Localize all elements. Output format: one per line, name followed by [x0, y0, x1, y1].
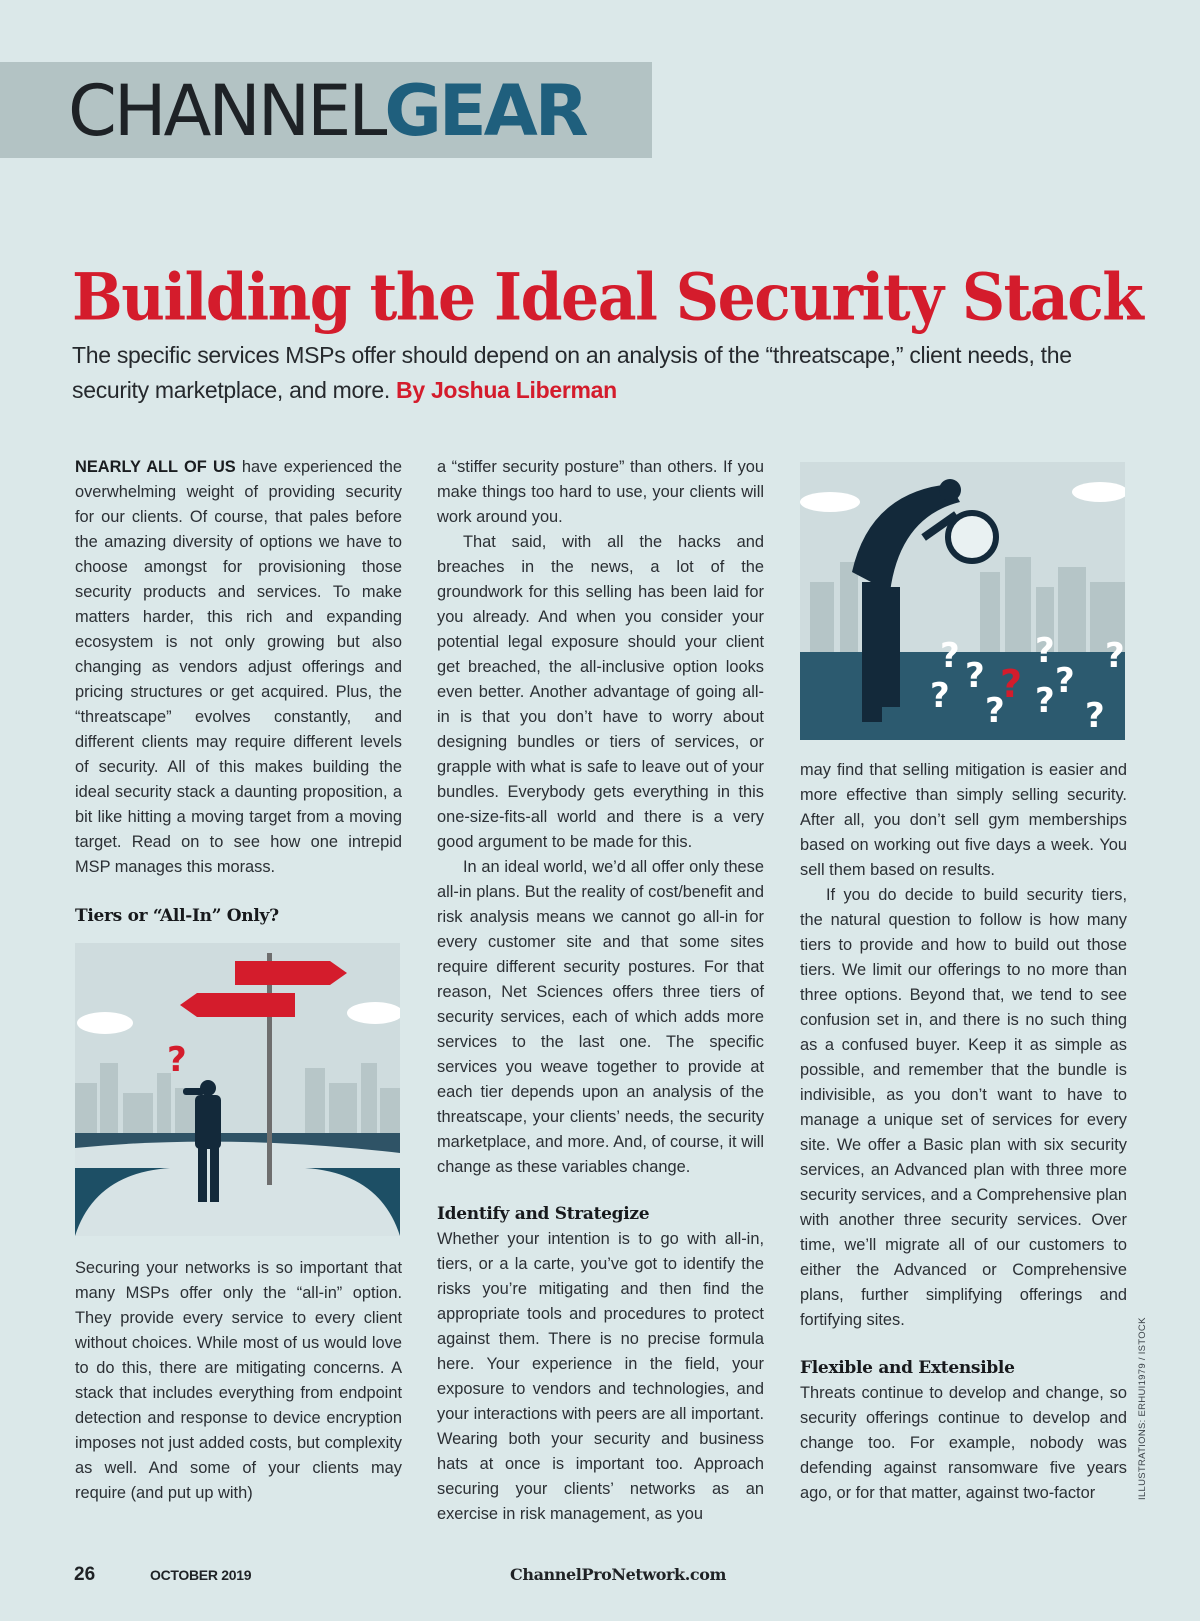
masthead-gear: GEAR [384, 70, 586, 152]
svg-text:?: ? [1055, 661, 1075, 701]
issue-date: OCTOBER 2019 [150, 1567, 252, 1583]
deck-text: The specific services MSPs offer should depend on an analysis of the “threatscape,” client needs, the security marketplace, and more. [72, 342, 1072, 403]
paragraph: That said, with all the hacks and breaches in the news, a lot of the groundwork for this selling has been laid for you already. And when you consider your potential legal exposure should your client get breached, the all-inclusive option looks even better. Another advantage of going all-in is that you don’t have to worry about designing bundles or tiers of services, or grapple with what is safe to leave out of your bundles. Everybody gets everything in this one-size-fits-all world and there is a very good argument to be made for this. [437, 533, 764, 851]
paragraph: may find that selling mitigation is easier and more effective than simply selling security. After all, you don’t sell gym memberships based on working out five days a week. You sell them based on results. [800, 761, 1127, 879]
paragraph: If you do decide to build security tiers, the natural question to follow is how many tiers to provide and how to build out those tiers. We limit our offerings to no more than three options. Beyond that, we tend to see confusion set in, and there is no such thing as a confused buyer. Keep it as simple as possible, and remember that the bundle is indivisible, as you don’t want to have to manage a unique set of services for every site. We offer a Basic plan with six security services, an Advanced plan with three more security services, and a Comprehensive plan with another three security services. Over time, we’ll migrate all of our customers to either the Advanced or Comprehensive plans, further simplifying offerings and fortifying sites. [800, 886, 1127, 1329]
masthead-channel: CHANNEL [68, 70, 385, 152]
svg-text:?: ? [1085, 696, 1105, 736]
subhead-flexible: Flexible and Extensible [800, 1358, 1015, 1378]
masthead-banner [0, 62, 652, 158]
paragraph: Threats continue to develop and change, so security offerings continue to develop and change too. For example, nobody was defending against ransomware five years ago, or for that matter, against two-factor [800, 1384, 1127, 1502]
article-deck [72, 338, 1132, 408]
crossroads-illustration [75, 943, 400, 1236]
subhead-tiers: Tiers or “All-In” Only? [75, 906, 279, 926]
paragraph: a “stiffer security posture” than others. If you make things too hard to use, your clients will work around you. [437, 458, 764, 526]
paragraph: Securing your networks is so important that many MSPs offer only the “all-in” option. They provide every service to every client without choices. While most of us would love to do this, there are mitigating concerns. A stack that includes everything from endpoint detection and response to device encryption imposes not just added costs, but complexity as well. And some of your clients may require (and put up with) [75, 1259, 402, 1502]
svg-text:?: ? [1035, 631, 1055, 671]
paragraph-text: have experienced the overwhelming weight of providing security for our clients. Of course, that pales before the amazing diversity of options we have to choose amongst for provisioning those security products and services. To make matters harder, this rich and expanding ecosystem is not only growing but also changing as vendors adjust offerings and pricing structures or get acquired. Plus, the “threatscape” evolves constantly, and different clients may require different levels of security. All of this makes building the ideal security stack a daunting proposition, a bit like hitting a moving target from a moving target. Read on to see how one intrepid MSP manages this morass. [75, 458, 402, 876]
svg-text:?: ? [167, 1040, 187, 1080]
subhead-identify: Identify and Strategize [437, 1204, 650, 1224]
masthead-title [68, 66, 586, 156]
column-3 [800, 462, 1127, 1506]
svg-text:?: ? [1000, 662, 1023, 706]
svg-text:?: ? [940, 636, 960, 676]
svg-text:?: ? [985, 691, 1005, 731]
magnifier-illustration [800, 462, 1125, 740]
site-url: ChannelProNetwork.com [510, 1565, 727, 1584]
byline: By Joshua Liberman [396, 377, 617, 403]
page-number: 26 [74, 1564, 96, 1585]
svg-text:?: ? [1035, 681, 1055, 721]
lead-in: NEARLY ALL OF US [75, 458, 236, 476]
paragraph [75, 455, 402, 880]
illustration-credit: ILLUSTRATIONS: ERHUI1979 / ISTOCK [1137, 1317, 1148, 1500]
paragraph: Whether your intention is to go with all-in, tiers, or a la carte, you’ve got to identify the risks you’re mitigating and then find the appropriate tools and procedures to protect against them. There is no precise formula here. Your experience in the field, your exposure to vendors and technologies, and your interactions with peers are all important. Wearing both your security and business hats at once is important too. Approach securing your clients’ networks as an exercise in risk management, as you [437, 1230, 764, 1523]
article-headline: Building the Ideal Security Stack [72, 260, 1143, 336]
column-2 [437, 455, 764, 1527]
paragraph: In an ideal world, we’d all offer only these all-in plans. But the reality of cost/benefit and risk analysis means we cannot go all-in for every customer site and that some sites require different security postures. For that reason, Net Sciences offers three tiers of security services, each of which adds more services to the last one. The specific services you weave together to provide at each tier depends upon an analysis of the threatscape, your clients’ needs, the security marketplace, and more. And, of course, it will change as these variables change. [437, 858, 764, 1176]
svg-text:?: ? [965, 656, 985, 696]
svg-text:?: ? [930, 676, 950, 716]
svg-text:?: ? [1105, 636, 1125, 676]
column-1 [75, 455, 402, 1506]
